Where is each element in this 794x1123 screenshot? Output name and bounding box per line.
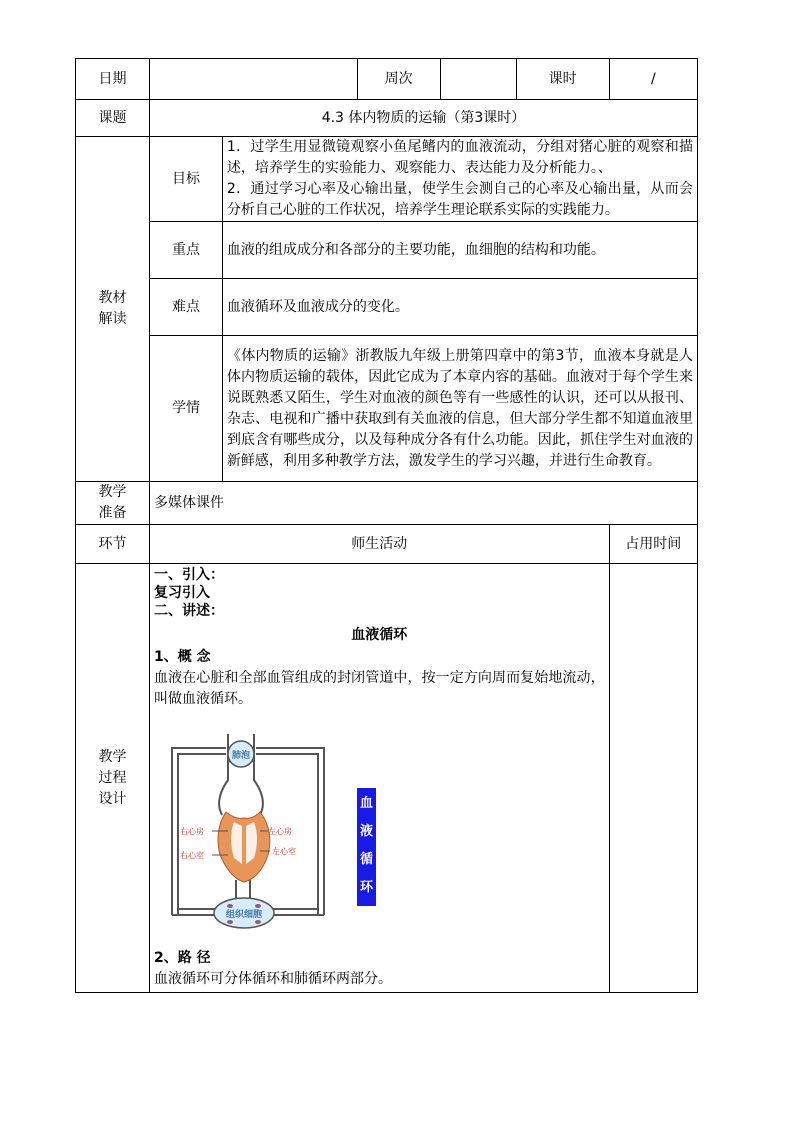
topic-value: 4.3 体内物质的运输（第3课时） xyxy=(150,100,698,137)
goal-label: 目标 xyxy=(150,137,223,222)
student-label: 学情 xyxy=(150,336,223,482)
week-period-cell xyxy=(440,59,609,100)
prep-label: 教学 准备 xyxy=(76,482,150,525)
concept-heading: 1、概 念 xyxy=(154,649,211,665)
date-label: 日期 xyxy=(76,59,150,100)
prep-value: 多媒体课件 xyxy=(150,482,698,525)
circulation-side-title: 血 液 循 环 xyxy=(357,788,376,906)
activity-column-header: 师生活动 xyxy=(150,525,610,564)
section-title: 血液循环 xyxy=(351,627,408,643)
topic-label: 课题 xyxy=(76,100,150,137)
key-label: 重点 xyxy=(150,222,223,279)
tissue-cells xyxy=(214,898,274,928)
difficulty-label: 难点 xyxy=(150,279,223,336)
left-atrium-label: 左心房 xyxy=(268,827,293,836)
time-column-header: 占用时间 xyxy=(609,525,697,564)
week-label: 周次 xyxy=(357,59,440,100)
student-text: 《体内物质的运输》浙教版九年级上册第四章中的第3节，血液本身就是人体内物质运输的载体，因此它成为了本章内容的基础。血液对于每个学生来说既熟悉又陌生，学生对血液的颜色等有一些感性的认识，还可以从报刊、杂志、电视和广播中获取到有关血液的信息，但大部分学生都不知道血液里到底含有哪些成分，以及每种成分各有什么功能。因此，抓住学生对血液的新鲜感，利用多种教学方法，激发学生的学习兴趣，并进行生命教育。 xyxy=(222,336,697,482)
lung-label: 肺泡 xyxy=(232,751,251,761)
week-value-cell[interactable] xyxy=(441,59,517,99)
blood-circulation-diagram xyxy=(164,730,404,940)
date-value-cell[interactable] xyxy=(150,59,358,100)
tissue-label: 组织细胞 xyxy=(226,910,263,920)
path-text: 血液循环可分体循环和肺循环两部分。 xyxy=(154,971,393,987)
process-content xyxy=(150,564,610,993)
time-value-cell[interactable] xyxy=(609,564,697,993)
intro-text: 复习引入 xyxy=(154,585,211,601)
key-text: 血液的组成成分和各部分的主要功能，血细胞的结构和功能。 xyxy=(222,222,697,279)
difficulty-text: 血液循环及血液成分的变化。 xyxy=(222,279,697,336)
process-label: 教学 过程 设计 xyxy=(76,564,150,993)
goal-text: 1．过学生用显微镜观察小鱼尾鳍内的血液流动，分组对猪心脏的观察和描述，培养学生的实验能力、观察能力、表达能力及分析能力。、 2．通过学习心率及心输出量，使学生会测自己的心率及心输出量，从而会分析自己心脏的工作状况，培养学生理论联系实际的实践能力。 xyxy=(222,137,697,222)
step-column-header: 环节 xyxy=(76,525,150,564)
lesson-plan-table xyxy=(75,58,698,993)
material-label: 教材 解读 xyxy=(76,137,150,482)
period-value: / xyxy=(609,59,697,100)
left-ventricle-label: 左心室 xyxy=(272,847,297,856)
heart xyxy=(218,812,270,882)
period-label: 课时 xyxy=(548,70,577,87)
right-ventricle-label: 右心室 xyxy=(180,851,205,860)
path-heading: 2、路 径 xyxy=(154,950,211,966)
concept-text: 血液在心脏和全部血管组成的封闭管道中，按一定方向周而复始地流动，叫做血液循环。 xyxy=(154,670,605,707)
lung-alveoli xyxy=(228,734,254,767)
lecture-heading: 二、讲述： xyxy=(154,603,225,619)
intro-heading: 一、引入： xyxy=(154,567,225,583)
right-atrium-label: 右心房 xyxy=(180,827,205,836)
